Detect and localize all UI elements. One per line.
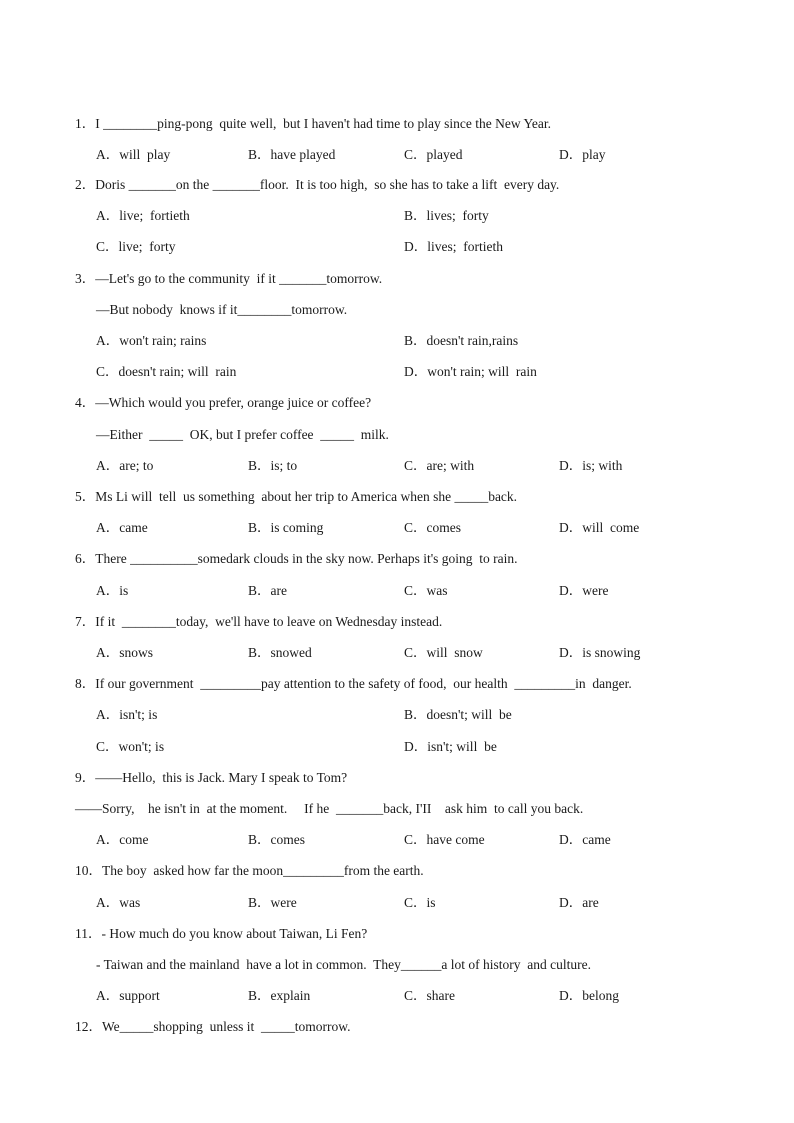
question-11-stem-line-2: - Taiwan and the mainland have a lot in common. They______a lot of history and culture.: [96, 957, 591, 972]
question-8-option-a: A．isn't; is: [96, 707, 158, 722]
question-1-option-a: A．will play: [96, 147, 171, 162]
question-11-stem: 11．- How much do you know about Taiwan, Li Fen?: [75, 926, 368, 941]
question-1-option-b: B．have played: [248, 147, 336, 162]
question-7-stem: 7．If it ________today, we'll have to leave on Wednesday instead.: [75, 614, 443, 629]
question-9-option-c: C．have come: [404, 832, 485, 847]
question-11-option-b: B．explain: [248, 988, 311, 1003]
question-4-option-d: D．is; with: [559, 458, 623, 473]
question-6-option-d: D．were: [559, 583, 609, 598]
question-6-option-b: B．are: [248, 583, 287, 598]
question-7-option-b: B．snowed: [248, 645, 312, 660]
question-2-option-b: B．lives; forty: [404, 208, 489, 223]
question-2-stem: 2．Doris _______on the _______floor. It is too high, so she has to take a lift every day.: [75, 177, 560, 192]
question-3-option-d: D．won't rain; will rain: [404, 364, 537, 379]
question-4-stem-line-2: —Either _____ OK, but I prefer coffee _____ milk.: [96, 427, 389, 442]
question-3-option-b: B．doesn't rain,rains: [404, 333, 519, 348]
question-5-option-a: A．came: [96, 520, 148, 535]
question-5-stem: 5．Ms Li will tell us something about her trip to America when she _____back.: [75, 489, 518, 504]
question-10-option-c: C．is: [404, 895, 436, 910]
question-2-option-a: A．live; fortieth: [96, 208, 190, 223]
question-5-option-b: B．is coming: [248, 520, 324, 535]
question-11-option-d: D．belong: [559, 988, 619, 1003]
question-4-option-b: B．is; to: [248, 458, 298, 473]
question-6-option-a: A．is: [96, 583, 129, 598]
question-3-stem: 3．—Let's go to the community if it _______tomorrow.: [75, 271, 383, 286]
question-9-option-b: B．comes: [248, 832, 305, 847]
question-3-stem-line-2: —But nobody knows if it________tomorrow.: [96, 302, 348, 317]
question-5-option-c: C．comes: [404, 520, 461, 535]
question-11-option-c: C．share: [404, 988, 455, 1003]
question-9-option-d: D．came: [559, 832, 611, 847]
question-10-option-b: B．were: [248, 895, 297, 910]
question-2-option-c: C．live; forty: [96, 239, 176, 254]
question-8-option-b: B．doesn't; will be: [404, 707, 512, 722]
question-2-option-d: D．lives; fortieth: [404, 239, 503, 254]
question-8-stem: 8．If our government _________pay attention to the safety of food, our health _________in danger.: [75, 676, 632, 691]
question-12-stem: 12．We_____shopping unless it _____tomorrow.: [75, 1019, 351, 1034]
question-8-option-c: C．won't; is: [96, 739, 165, 754]
question-7-option-a: A．snows: [96, 645, 154, 660]
question-11-option-a: A．support: [96, 988, 160, 1003]
question-10-option-a: A．was: [96, 895, 141, 910]
question-9-stem: 9．——Hello, this is Jack. Mary I speak to Tom?: [75, 770, 348, 785]
question-3-option-a: A．won't rain; rains: [96, 333, 207, 348]
question-7-option-d: D．is snowing: [559, 645, 641, 660]
question-1-option-d: D．play: [559, 147, 606, 162]
question-10-stem: 10．The boy asked how far the moon_________from the earth.: [75, 863, 424, 878]
question-8-option-d: D．isn't; will be: [404, 739, 497, 754]
question-9-stem-line-2: ——Sorry, he isn't in at the moment. If he _______back, I'II ask him to call you back.: [75, 801, 584, 816]
question-7-option-c: C．will snow: [404, 645, 483, 660]
question-4-stem: 4．—Which would you prefer, orange juice or coffee?: [75, 395, 372, 410]
question-10-option-d: D．are: [559, 895, 599, 910]
question-6-option-c: C．was: [404, 583, 448, 598]
question-1-option-c: C．played: [404, 147, 463, 162]
question-1-stem: 1．I ________ping-pong quite well, but I haven't had time to play since the New Year.: [75, 116, 551, 131]
question-4-option-a: A．are; to: [96, 458, 154, 473]
question-6-stem: 6．There __________somedark clouds in the sky now. Perhaps it's going to rain.: [75, 551, 518, 566]
question-3-option-c: C．doesn't rain; will rain: [96, 364, 237, 379]
question-4-option-c: C．are; with: [404, 458, 475, 473]
question-9-option-a: A．come: [96, 832, 149, 847]
question-5-option-d: D．will come: [559, 520, 640, 535]
